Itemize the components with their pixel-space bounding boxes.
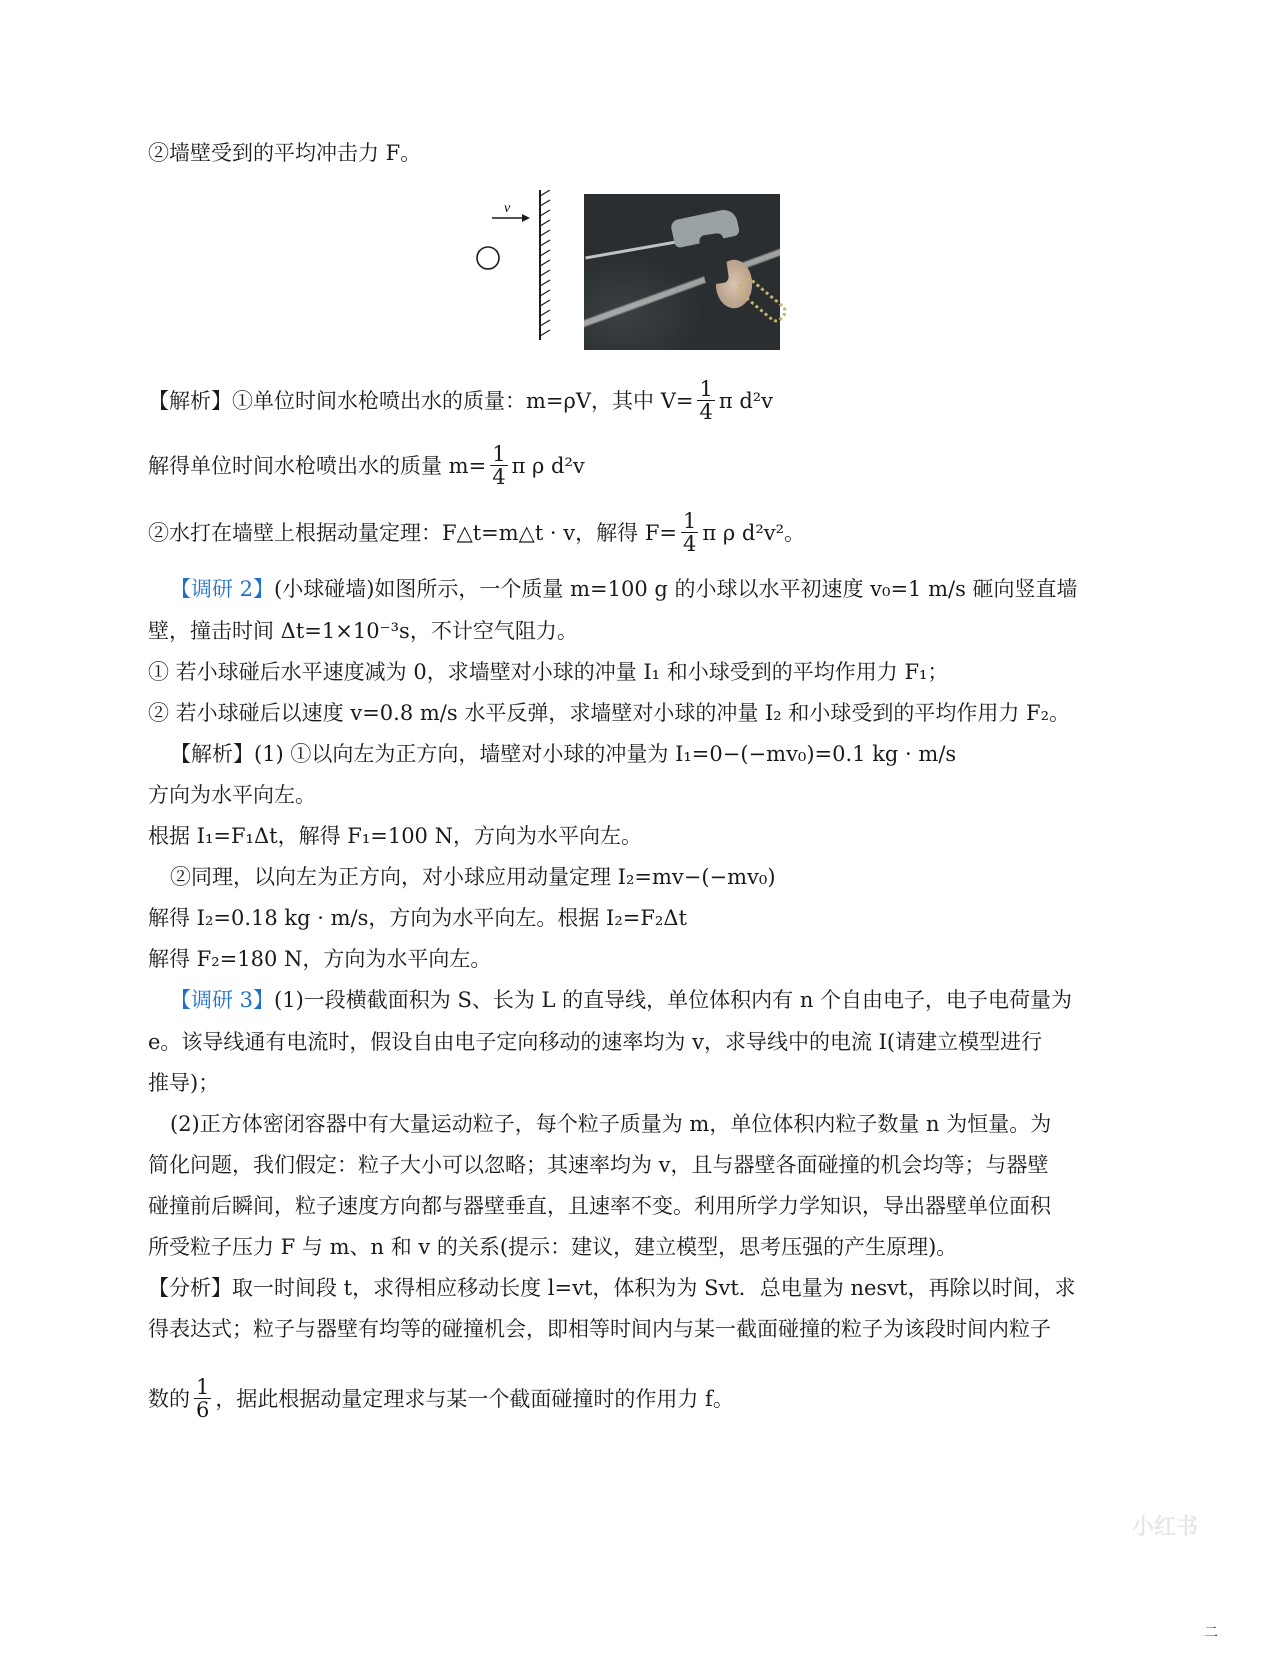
text-line (148, 377, 774, 425)
text-line (148, 1375, 734, 1423)
ball (477, 247, 499, 269)
text-segment: 数的 (148, 1387, 190, 1411)
text-line: 碰撞前后瞬间，粒子速度方向都与器壁垂直，且速率不变。利用所学力学知识，导出器壁单位面积 (148, 1194, 1051, 1218)
text-segment: (小球碰墙)如图所示，一个质量 m=100 g 的小球以水平初速度 v₀=1 m/s 砸向竖直墙 (274, 577, 1078, 601)
text-segment: π d²v (718, 389, 774, 413)
hose (734, 274, 790, 325)
text-line: ① 若小球碰后水平速度减为 0，求墙壁对小球的冲量 I₁ 和小球受到的平均作用力 F₁； (148, 660, 949, 684)
numerator: 1 (699, 377, 713, 401)
text-segment: π ρ d²v (511, 454, 585, 478)
fraction (490, 443, 507, 488)
text-line: e。该导线通有电流时，假设自由电子定向移动的速率均为 v，求导线中的电流 I(请建立模型进行 (148, 1030, 1043, 1054)
fraction (697, 378, 714, 423)
text-line: ②墙壁受到的平均冲击力 F。 (148, 141, 422, 165)
text-line (148, 442, 585, 490)
text-line: 所受粒子压力 F 与 m、n 和 v 的关系(提示：建议，建立模型，思考压强的产生原理)。 (148, 1235, 958, 1259)
fraction (194, 1376, 211, 1421)
denominator: 4 (699, 400, 713, 424)
text-line: 解得 F₂=180 N，方向为水平向左。 (148, 947, 492, 971)
text-line: 得表达式；粒子与器壁有均等的碰撞机会，即相等时间内与某一截面碰撞的粒子为该段时间内粒子 (148, 1317, 1051, 1341)
denominator: 4 (683, 532, 697, 556)
water-spray (585, 240, 679, 259)
denominator: 4 (492, 465, 506, 489)
numerator: 1 (196, 1375, 210, 1399)
text-segment: ，据此根据动量定理求与某一个截面碰撞时的作用力 f。 (215, 1387, 734, 1411)
text-line: 【解析】(1) ①以向左为正方向，墙壁对小球的冲量为 I₁=0−(−mv₀)=0.1 kg · m/s (170, 742, 957, 766)
gun-grip (699, 233, 730, 286)
text-line: 简化问题，我们假定：粒子大小可以忽略；其速率均为 v，且与器壁各面碰撞的机会均等；与器壁 (148, 1153, 1049, 1177)
text-line: 方向为水平向左。 (148, 783, 316, 807)
text-line (170, 574, 1078, 604)
text-segment: ②水打在墙壁上根据动量定理：F△t=m△t · v，解得 F= (148, 521, 677, 545)
text-segment: 【解析】①单位时间水枪喷出水的质量：m=ρV，其中 V= (148, 389, 694, 413)
footer-mark: 二 (1204, 1625, 1218, 1641)
text-line (148, 509, 806, 557)
text-line: ② 若小球碰后以速度 v=0.8 m/s 水平反弹，求墙壁对小球的冲量 I₂ 和小球受到的平均作用力 F₂。 (148, 701, 1071, 725)
text-line: 解得 I₂=0.18 kg · m/s，方向为水平向左。根据 I₂=F₂Δt (148, 906, 687, 930)
section-label: 【调研 2】 (170, 577, 275, 601)
text-line: (2)正方体密闭容器中有大量运动粒子，每个粒子质量为 m，单位体积内粒子数量 n 为恒量。为 (170, 1112, 1052, 1136)
watermark-logo: 小红书 (1132, 1515, 1199, 1540)
text-segment: (1)一段横截面积为 S、长为 L 的直导线，单位体积内有 n 个自由电子，电子电荷量为 (274, 988, 1073, 1012)
text-line: 根据 I₁=F₁Δt，解得 F₁=100 N，方向为水平向左。 (148, 824, 642, 848)
text-line: ②同理，以向左为正方向，对小球应用动量定理 I₂=mv−(−mv₀) (170, 865, 776, 889)
numerator: 1 (492, 442, 506, 466)
text-line (170, 985, 1072, 1015)
arrow-head (522, 214, 530, 222)
section-label: 【调研 3】 (170, 988, 275, 1012)
text-line: 推导)； (148, 1071, 220, 1095)
numerator: 1 (683, 509, 697, 533)
text-line: 壁，撞击时间 Δt=1×10⁻³s，不计空气阻力。 (148, 619, 578, 643)
fraction (681, 510, 698, 555)
wall-hatching (540, 190, 550, 336)
water-gun-photo (584, 194, 780, 350)
text-line: 【分析】取一时间段 t，求得相应移动长度 l=vt，体积为为 Svt．总电量为 nesvt，再除以时间，求 (148, 1276, 1076, 1300)
text-segment: 解得单位时间水枪喷出水的质量 m= (148, 454, 487, 478)
ball-wall-diagram (470, 190, 590, 350)
denominator: 6 (196, 1398, 210, 1422)
velocity-label: v (504, 201, 511, 216)
text-segment: π ρ d²v²。 (702, 521, 806, 545)
